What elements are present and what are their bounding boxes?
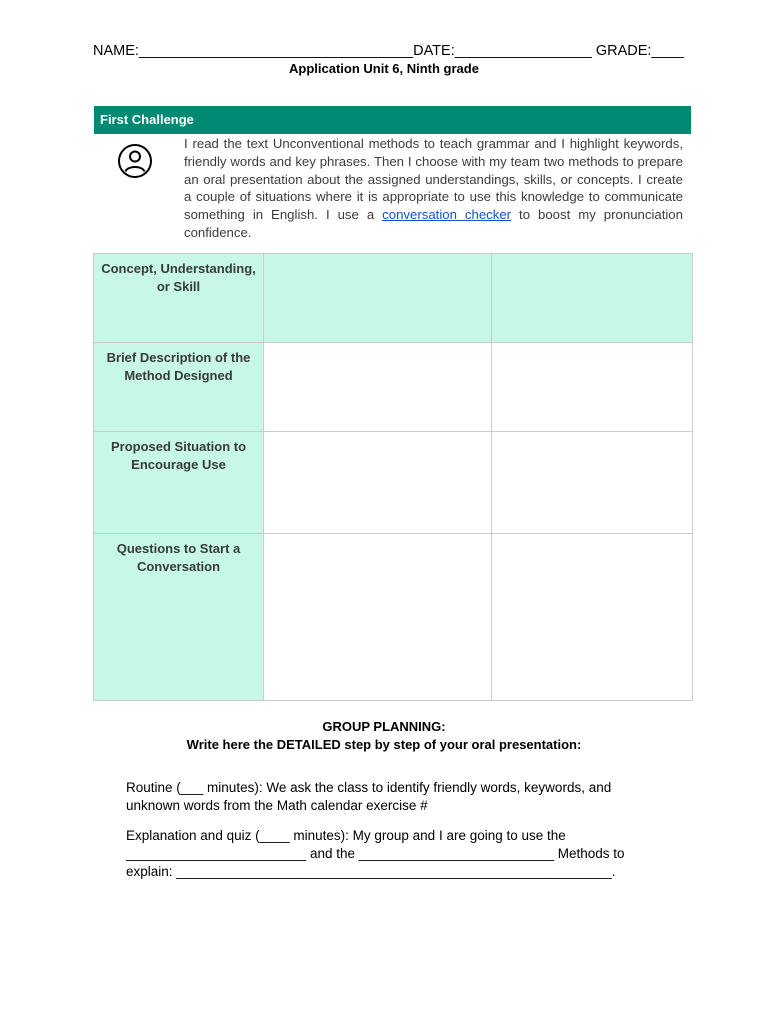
table-cell[interactable]	[264, 534, 492, 701]
table-cell[interactable]	[264, 343, 492, 432]
table-cell[interactable]	[492, 432, 693, 534]
table-cell[interactable]	[492, 534, 693, 701]
table-cell[interactable]	[492, 254, 693, 343]
conversation-checker-link[interactable]: conversation checker	[382, 207, 512, 223]
row-label-concept: Concept, Understanding, or Skill	[94, 254, 264, 343]
user-circle-icon	[117, 143, 153, 179]
challenge-title-bar: First Challenge	[94, 106, 691, 134]
group-planning-title: GROUP PLANNING:	[322, 719, 446, 734]
table-cell[interactable]	[264, 432, 492, 534]
row-label-proposed-situation: Proposed Situation to Encourage Use	[94, 432, 264, 534]
explanation-paragraph: Explanation and quiz (____ minutes): My group and I are going to use the ________________________ and the __________________________ Methods to explain: __________________________________________________________.	[126, 828, 625, 879]
row-label-questions: Questions to Start a Conversation	[94, 534, 264, 701]
table-cell[interactable]	[264, 254, 492, 343]
row-label-method-description: Brief Description of the Method Designed	[94, 343, 264, 432]
student-info-line: NAME:__________________________________DATE:_________________ GRADE:____	[93, 43, 684, 59]
group-planning-subtitle: Write here the DETAILED step by step of your oral presentation:	[186, 737, 582, 752]
routine-paragraph: Routine (___ minutes): We ask the class to identify friendly words, keywords, and unknown words from the Math calendar exercise #	[126, 780, 612, 813]
table-cell[interactable]	[492, 343, 693, 432]
page-subtitle: Application Unit 6, Ninth grade	[289, 61, 479, 76]
challenge-instructions	[184, 135, 683, 242]
planning-table	[93, 253, 693, 701]
instructions-text-end: to boost my pronunciation confidence.	[184, 207, 683, 240]
instructions-text: I read the text Unconventional methods to teach grammar and I highlight keywords, friendly words and key phrases. Then I choose with my team two methods to prepare an oral presentation about the assigned understandings, skills, or concepts. I create a couple of situations where it is appropriate to use this knowledge to communicate something in English. I use a	[184, 136, 683, 223]
